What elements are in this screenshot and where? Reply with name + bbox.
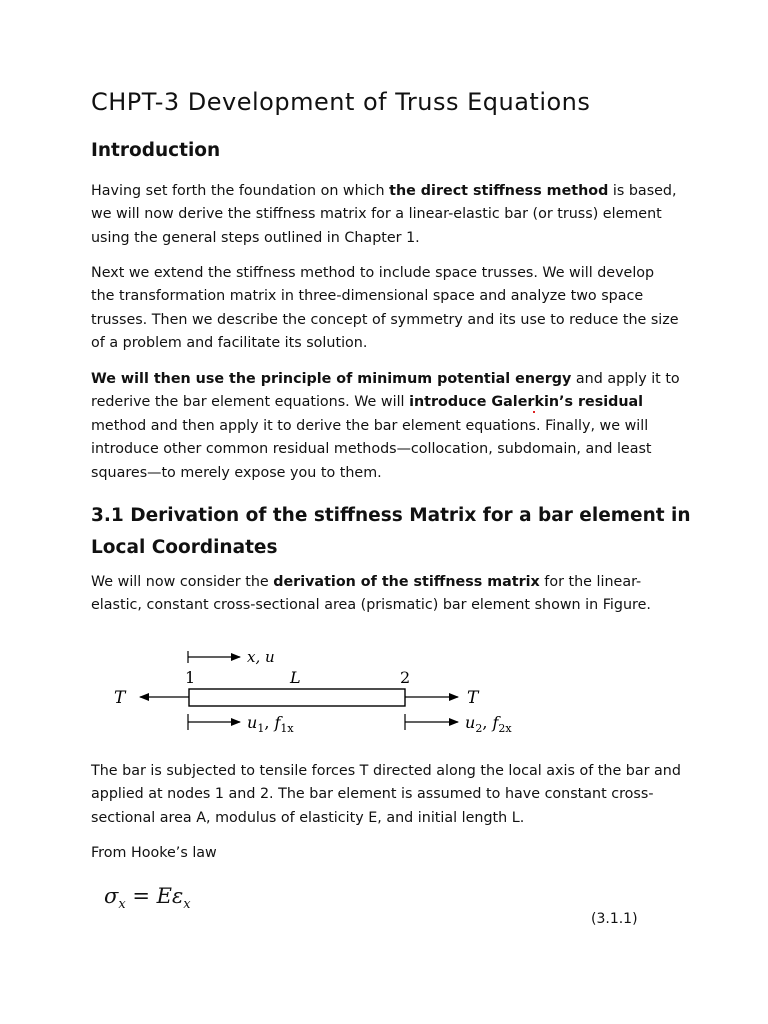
node-1-disp-label: $u_1$, $f_{1x}$ (247, 713, 294, 735)
equation-hookes-law (104, 884, 191, 912)
paragraph-hookes-law: From Hooke’s law (91, 845, 217, 861)
equals-e: = E (132, 884, 172, 908)
text-run: method and then apply it to derive the bar element equations. Finally, we will introduce other common residual methods—collocation, subdomain, and least squares—to merely expose you to them. (91, 417, 652, 481)
paragraph-section-1 (91, 571, 681, 618)
node-2-label: 2 (400, 668, 411, 687)
section-heading-3-1: 3.1 Derivation of the stiffness Matrix for a bar element in Local Coordinates (91, 505, 691, 558)
force-right-label: T (467, 688, 479, 708)
text-run: for the linear-elastic, constant cross-sectional area (prismatic) bar element shown in Figure. (91, 574, 651, 614)
force-left-label: T (114, 688, 126, 708)
u-subscript: 2 (475, 722, 483, 735)
node-1-label: 1 (185, 668, 196, 687)
bold-term-derivation: derivation of the stiffness matrix (273, 574, 540, 590)
length-label: L (290, 668, 301, 687)
f-subscript: 1x (280, 722, 294, 735)
text-run: Having set forth the foundation on which (91, 183, 390, 199)
introduction-heading: Introduction (91, 140, 221, 161)
node-2-disp-label: $u_2$, $f_{2x}$ (465, 713, 512, 735)
u-symbol: u (247, 713, 258, 732)
f-symbol: f (492, 713, 499, 732)
paragraph-intro-2: Next we extend the stiffness method to include space trusses. We will develop the transformation matrix in three-dimensional space and analyze two space trusses. Then we describe the concept of symmetry and its use to reduce the size of a problem and facilitate its solution. (91, 265, 679, 352)
paragraph-intro-1 (91, 180, 681, 250)
paragraph-intro-3 (91, 368, 681, 485)
text-run: is based, we will now derive the stiffness matrix for a linear-elastic bar (or truss) element using the general steps outlined in Chapter 1. (91, 183, 677, 246)
page-title: CHPT-3 Development of Truss Equations (91, 88, 591, 116)
equation-number: (3.1.1) (591, 911, 638, 927)
epsilon-subscript: x (183, 897, 191, 913)
bold-term-direct-stiffness: the direct stiffness method (389, 183, 609, 199)
sigma-subscript: x (118, 897, 126, 913)
epsilon-symbol: ε (171, 884, 184, 908)
red-mark (533, 411, 535, 413)
bold-term-min-potential-energy: We will then use the principle of minimum potential energy (91, 371, 572, 387)
paragraph-section-2: The bar is subjected to tensile forces T directed along the local axis of the bar and applied at nodes 1 and 2. The bar element is assumed to have constant cross-sectional area A, modulus of elasticity E, and initial length L. (91, 763, 681, 826)
f-symbol: f (274, 713, 281, 732)
bar-element (189, 689, 405, 706)
bold-term-galerkin: introduce Galerkin’s residual (409, 394, 644, 411)
f-subscript: 2x (498, 722, 512, 735)
sigma-symbol: σ (104, 884, 119, 908)
u-subscript: 1 (257, 722, 265, 735)
text-run: and apply it to rederive the bar element equations. We will (91, 371, 680, 411)
local-axis-label: x, u (247, 648, 275, 666)
bar-element-figure (100, 640, 540, 740)
text-run: We will now consider the (91, 574, 274, 590)
u-symbol: u (465, 713, 476, 732)
